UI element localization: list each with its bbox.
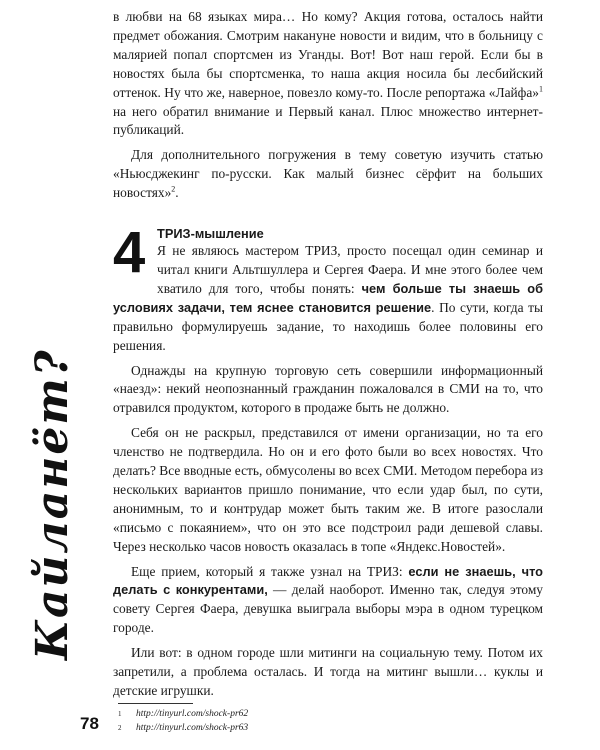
paragraph-2 bbox=[113, 146, 543, 203]
page-number: 78 bbox=[80, 714, 99, 733]
s1-end: . По сути, когда ты правильно формулируешь задание, то находишь более половины его решения. bbox=[113, 299, 543, 353]
main-text bbox=[113, 8, 543, 701]
footnote-1 bbox=[118, 708, 418, 720]
footnote-ref-2: 2 bbox=[171, 184, 176, 194]
section-paragraph-5: Или вот: в одном городе шли митинги на социальную тему. Потом их запретили, а проблема осталась. И тогда на митинг вышли… куклы и детские игрушки. bbox=[113, 645, 543, 698]
footnote-2-num: 2 bbox=[118, 724, 122, 732]
section-paragraph-1 bbox=[113, 242, 543, 355]
footnote-1-num: 1 bbox=[118, 710, 122, 718]
section-paragraph-2: Однажды на крупную торговую сеть совершили информационный «наезд»: некий неопознанный гражданин пожаловался в СМИ на то, что отравился продуктом, которого в продаже быть не должно. bbox=[113, 362, 543, 416]
section-paragraph-3: Себя он не раскрыл, представился от имени организации, но та его членство не подтвердила. Но он и его фото были во всех новостях. Что делать? Все вводные есть, обмусолены во всех СМИ. Методом перебора из нескольких вариантов пришло понимание, что если удар был, по сути, анонимным, то и контрудар может быть таким же. В итоге разослали «письмо с покаянием», что он это все подстроил ради дешевой славы. Через несколько часов новость оказалась в топе «Яндекс.Новостей». bbox=[113, 425, 543, 554]
s4-end: — делай наоборот. Именно так, следуя этому совету Сергея Фаера, девушка выиграла выборы мэра в одном турецком городе. bbox=[113, 582, 543, 636]
paragraph-2-end: . bbox=[175, 185, 179, 201]
s4-text: Еще прием, который я также узнал на ТРИЗ: bbox=[131, 563, 409, 579]
section-number: 4 bbox=[113, 220, 146, 286]
paragraph-1 bbox=[113, 8, 543, 140]
footnote-1-link: http://tinyurl.com/shock-pr62 bbox=[136, 709, 249, 719]
section-paragraph-4 bbox=[113, 563, 543, 639]
paragraph-1-end: на него обратил внимание и Первый канал. Плюс множество интернет-публикаций. bbox=[113, 103, 543, 138]
sidebar-handwritten-title: Кайланёт? bbox=[27, 348, 78, 660]
section-4 bbox=[113, 220, 543, 701]
footnote-rule bbox=[118, 703, 193, 704]
paragraph-2-text: Для дополнительного погружения в тему советую изучить статью «Ньюсджекинг по-русски. Как малый бизнес сёрфит на больших новостях» bbox=[113, 147, 543, 201]
s4-bold: если не знаешь, что делать с конкурентами, bbox=[113, 563, 543, 598]
s1-text: Я не являюсь мастером ТРИЗ, просто посещал один семинар и читал книги Альтшуллера и Сергея Фаера. И мне этого более чем хватило для того, чтобы понять: bbox=[157, 243, 543, 296]
footnote-2 bbox=[118, 722, 418, 734]
section-title: ТРИЗ-мышление bbox=[157, 226, 264, 242]
footnote-2-link: http://tinyurl.com/shock-pr63 bbox=[136, 723, 249, 733]
paragraph-1-text: в любви на 68 языках мира… Но кому? Акция готова, осталось найти предмет обожания. Смотрим накануне новости и видим, что в больницу с малярией попал спортсмен из Уганды. Вот! Вот наш герой. Если бы в новостях была бы спортсменка, то наша акция носила бы лесбийский оттенок. Ну что же, наверное, повезло кому-то. После репортажа «Лайфа» bbox=[113, 9, 543, 100]
footnote-ref-1: 1 bbox=[539, 84, 543, 94]
s1-bold: чем больше ты знаешь об условиях задачи, тем яснее становится решение bbox=[113, 280, 543, 315]
